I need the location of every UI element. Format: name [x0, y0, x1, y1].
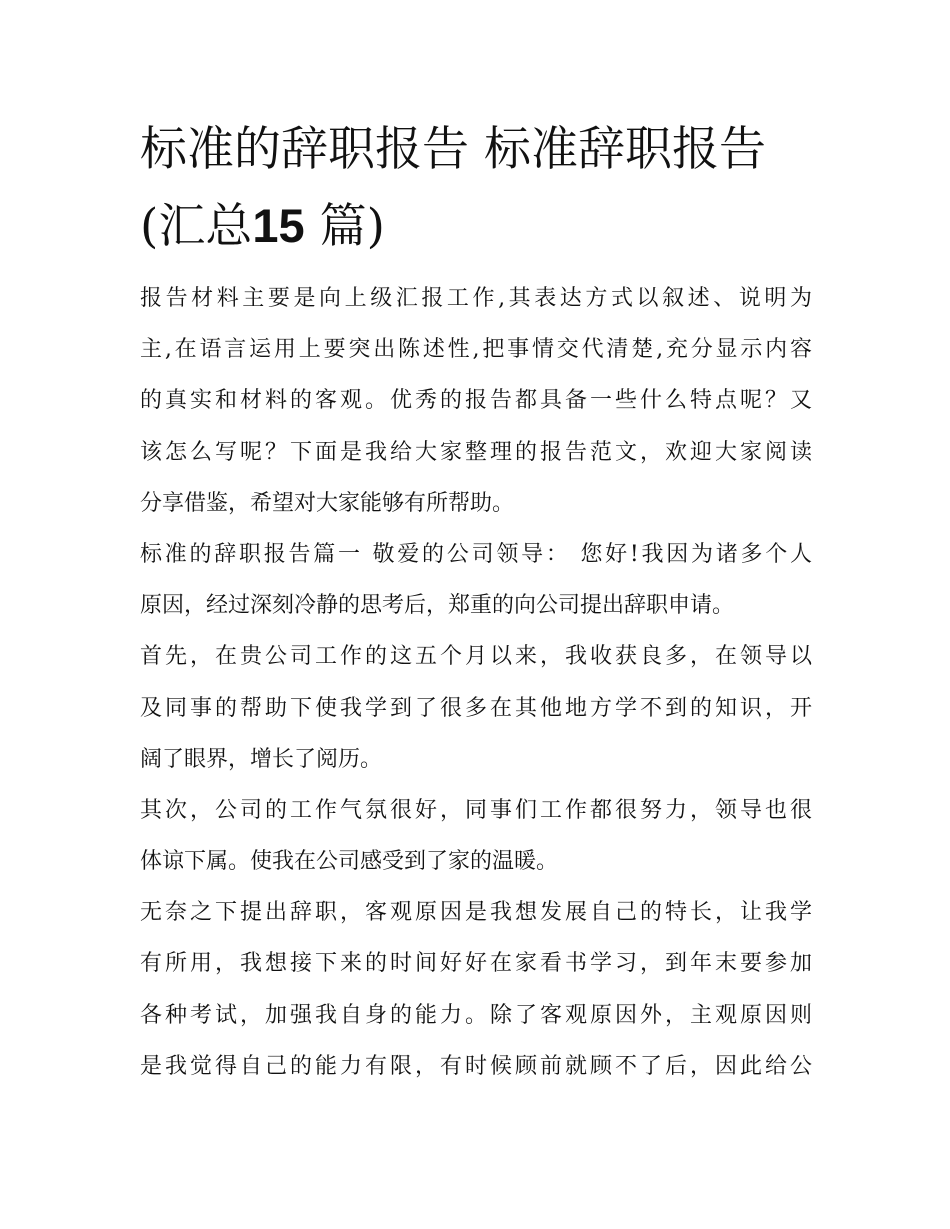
text-line: 有所用，我想接下来的时间好好在家看书学习，到年末要参加 — [140, 951, 812, 977]
text-line: 是我觉得自己的能力有限，有时候顾前就顾不了后，因此给公 — [140, 1053, 812, 1079]
title-line-2-suffix: 篇) — [319, 199, 385, 254]
text-line: 体谅下属。使我在公司感受到了家的温暖。 — [140, 849, 559, 875]
paragraph-second — [140, 791, 812, 883]
paragraph-first — [140, 637, 812, 780]
text-line: 的真实和材料的客观。优秀的报告都具备一些什么特点呢？又 — [140, 388, 812, 414]
paragraph-greeting — [140, 535, 812, 627]
text-line: 首先，在贵公司工作的这五个月以来，我收获良多，在领导以 — [140, 644, 812, 670]
text-line: 及同事的帮助下使我学到了很多在其他地方学不到的知识，开 — [140, 695, 812, 721]
text-line: 其次，公司的工作气氛很好，同事们工作都很努力，领导也很 — [140, 797, 812, 823]
text-line: 各种考试，加强我自身的能力。除了客观原因外，主观原因则 — [140, 1002, 812, 1028]
paragraph-intro — [140, 279, 812, 524]
text-line: 主,在语言运用上要突出陈述性,把事情交代清楚,充分显示内容 — [140, 337, 812, 363]
title-line-1: 标准的辞职报告 标准辞职报告 — [140, 122, 766, 177]
text-line: 原因，经过深刻冷静的思考后，郑重的向公司提出辞职申请。 — [140, 593, 735, 619]
title-line-2-prefix: (汇总 — [140, 199, 253, 254]
document-title — [140, 112, 812, 265]
text-line: 分享借鉴，希望对大家能够有所帮助。 — [140, 490, 515, 516]
text-line: 标准的辞职报告篇一 敬爱的公司领导： 您好!我因为诸多个人 — [140, 541, 812, 567]
text-line: 阔了眼界，增长了阅历。 — [140, 746, 383, 772]
document-content — [140, 112, 812, 1098]
text-line: 无奈之下提出辞职，客观原因是我想发展自己的特长，让我学 — [140, 900, 812, 926]
document-body — [140, 279, 812, 1087]
text-line: 报告材料主要是向上级汇报工作,其表达方式以叙述、说明为 — [140, 286, 812, 311]
text-line: 该怎么写呢？下面是我给大家整理的报告范文，欢迎大家阅读 — [140, 439, 812, 465]
paragraph-reason — [140, 893, 812, 1087]
title-line-2-number: 15 — [252, 199, 305, 252]
